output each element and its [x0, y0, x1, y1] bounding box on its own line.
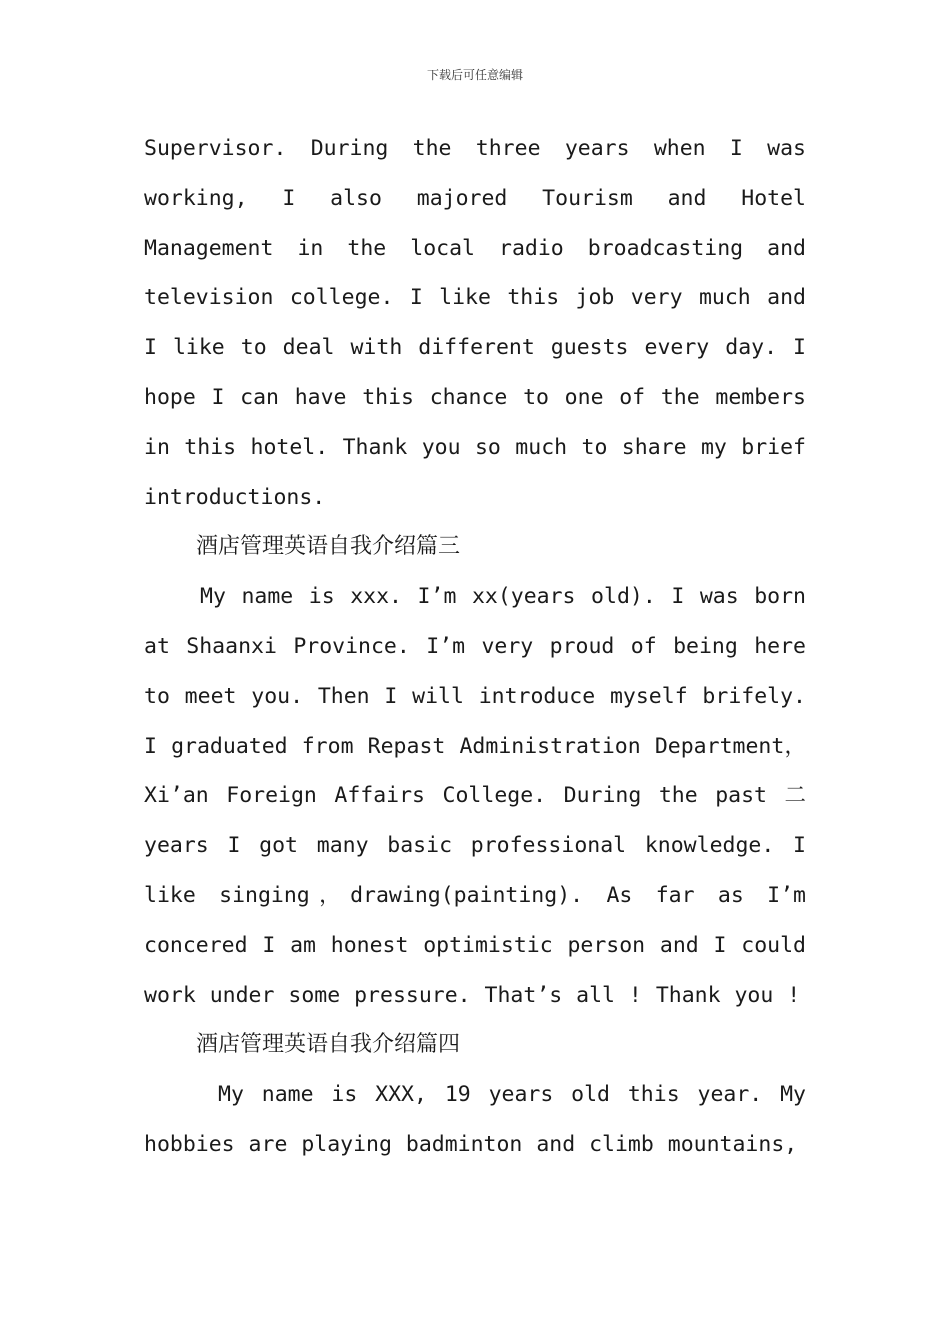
paragraph-continuation: Supervisor. During the three years when I was working, I also majored Tourism and Hotel Management in the local radio broadcasting and television college. I like this job very much and I like to deal with different guests every day. I hope I can have this chance to one of the members in this hotel. Thank you so much to share my brief introductions.: [144, 136, 806, 510]
paragraph-section-three: My name is xxx. I’m xx(years old). I was born at Shaanxi Province. I’m very proud of being here to meet you. Then I will introduce myself brifely. I graduated from Repast Administration Department，Xi’an Foreign Affairs College. During the past 二 years I got many basic professional knowledge. I like singing，drawing(painting). As far as I’m concered I am honest optimistic person and I could work under some pressure. That’s all ! Thank you !: [144, 584, 806, 1008]
paragraph-section-four: My name is XXX, 19 years old this year. My hobbies are playing badminton and climb mountains,: [144, 1082, 806, 1157]
section-heading-three: 酒店管理英语自我介绍篇三: [196, 534, 461, 560]
document-body: [144, 124, 806, 1170]
page-header: 下载后可任意编辑: [426, 68, 523, 82]
section-heading-four: 酒店管理英语自我介绍篇四: [196, 1032, 461, 1058]
